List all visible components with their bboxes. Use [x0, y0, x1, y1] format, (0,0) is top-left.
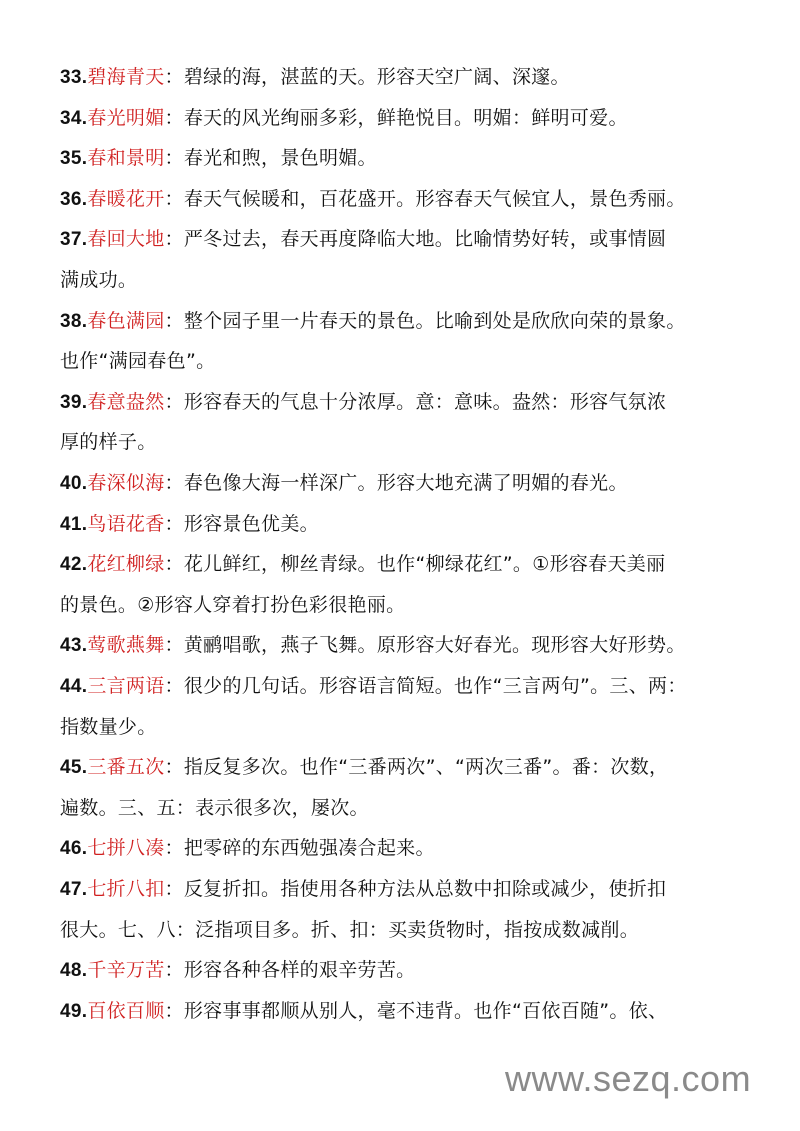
entry-number: 48. — [60, 960, 88, 982]
entry-line — [60, 103, 628, 133]
colon: ： — [164, 837, 184, 860]
entry-line — [60, 671, 687, 701]
definition-text: 春光和煦，景色明媚。 — [183, 147, 377, 170]
entry-line — [60, 549, 665, 579]
definition-text: 遍数。三、五：表示很多次，屡次。 — [60, 796, 369, 819]
colon: ： — [164, 756, 184, 779]
colon: ： — [164, 309, 184, 332]
entry-number: 47. — [60, 879, 88, 900]
entry-number: 44. — [60, 676, 88, 697]
entry-line — [60, 752, 668, 782]
colon: ： — [164, 512, 184, 535]
idiom-term: 三言两语 — [87, 675, 165, 697]
definition-text: 严冬过去，春天再度降临大地。比喻情势好转，或事情圆 — [183, 228, 667, 251]
idiom-term: 春光明媚 — [87, 106, 165, 129]
entry-line — [60, 224, 666, 254]
definition-text: 很大。七、八：泛指项目多。折、扣：买卖货物时，指按成数减削。 — [60, 918, 640, 941]
entry-number: 34. — [60, 107, 88, 129]
idiom-term: 鸟语花香 — [87, 512, 165, 535]
entry-continuation-line — [60, 590, 405, 620]
entry-number: 43. — [60, 635, 88, 657]
colon: ： — [164, 66, 184, 88]
colon: ： — [164, 228, 184, 251]
entry-line — [60, 306, 686, 336]
idiom-term: 碧海青天 — [87, 66, 165, 88]
definition-text: 黄鹂唱歌，燕子飞舞。原形容大好春光。现形容大好形势。 — [183, 634, 686, 657]
entry-number: 33. — [60, 67, 88, 88]
colon: ： — [164, 106, 184, 129]
entry-line — [60, 874, 666, 904]
entry-number: 45. — [60, 757, 88, 779]
idiom-term: 春暖花开 — [87, 187, 165, 210]
colon: ： — [164, 472, 184, 494]
entry-continuation-line — [60, 915, 639, 945]
definition-text: 指数量少。 — [60, 715, 157, 738]
colon: ： — [164, 675, 184, 697]
entry-line — [60, 387, 666, 417]
idiom-term: 春深似海 — [87, 472, 165, 494]
entry-continuation-line — [60, 793, 369, 823]
entry-continuation-line — [60, 712, 157, 742]
definition-text: 春色像大海一样深广。形容大地充满了明媚的春光。 — [183, 472, 628, 494]
entry-line — [60, 468, 628, 498]
entry-number: 36. — [60, 188, 88, 210]
entry-number: 37. — [60, 229, 88, 251]
definition-text: 指反复多次。也作“三番两次”、“两次三番”。番：次数， — [183, 756, 669, 779]
idiom-term: 春和景明 — [87, 147, 165, 170]
colon: ： — [164, 878, 184, 900]
definition-text: 的景色。②形容人穿着打扮色彩很艳丽。 — [60, 593, 406, 616]
definition-text: 形容事事都顺从别人，毫不违背。也作“百依百随”。依、 — [183, 999, 668, 1022]
colon: ： — [164, 390, 184, 413]
entry-line — [60, 630, 686, 660]
colon: ： — [164, 147, 184, 170]
idiom-term: 花红柳绿 — [87, 553, 165, 576]
entry-line — [60, 509, 319, 539]
entry-line — [60, 996, 667, 1026]
definition-text: 花儿鲜红，柳丝青绿。也作“柳绿花红”。①形容春天美丽 — [183, 553, 666, 576]
colon: ： — [164, 634, 184, 657]
definition-text: 把零碎的东西勉强凑合起来。 — [183, 837, 435, 860]
colon: ： — [164, 553, 184, 576]
entry-line — [60, 62, 570, 92]
entry-continuation-line — [60, 427, 157, 457]
colon: ： — [164, 959, 184, 982]
definition-text: 很少的几句话。形容语言简短。也作“三言两句”。三、两： — [183, 675, 687, 697]
idiom-term: 三番五次 — [87, 756, 165, 779]
entry-number: 41. — [60, 513, 88, 535]
idiom-term: 七折八扣 — [87, 878, 165, 900]
definition-text: 整个园子里一片春天的景色。比喻到处是欣欣向荣的景象。 — [183, 309, 686, 332]
entry-continuation-line — [60, 265, 137, 295]
definition-text: 形容景色优美。 — [183, 512, 319, 535]
idiom-term: 春色满园 — [87, 309, 165, 332]
definition-text: 厚的样子。 — [60, 431, 157, 454]
entry-number: 40. — [60, 473, 88, 494]
entry-number: 35. — [60, 148, 88, 170]
colon: ： — [164, 187, 184, 210]
definition-text: 也作“满园春色”。 — [60, 350, 216, 373]
idiom-term: 七拼八凑 — [87, 837, 165, 860]
entry-number: 46. — [60, 838, 88, 860]
entry-number: 42. — [60, 554, 88, 576]
definition-text: 形容各种各样的艰辛劳苦。 — [183, 959, 416, 982]
entry-line — [60, 955, 415, 985]
definition-text: 满成功。 — [60, 269, 138, 291]
entry-number: 38. — [60, 310, 88, 332]
definition-text: 反复折扣。指使用各种方法从总数中扣除或减少，使折扣 — [183, 878, 667, 900]
colon: ： — [164, 999, 184, 1022]
entry-number: 39. — [60, 391, 88, 413]
definition-text: 春天的风光绚丽多彩，鲜艳悦目。明媚：鲜明可爱。 — [183, 106, 628, 129]
definition-text: 碧绿的海，湛蓝的天。形容天空广阔、深邃。 — [183, 66, 570, 88]
idiom-term: 春意盎然 — [87, 390, 165, 413]
idiom-term: 百依百顺 — [87, 999, 165, 1022]
watermark: www.sezq.com — [505, 1058, 752, 1099]
entry-line — [60, 184, 686, 214]
entry-continuation-line — [60, 346, 215, 376]
entry-line — [60, 833, 435, 863]
idiom-term: 千辛万苦 — [87, 959, 165, 982]
entry-number: 49. — [60, 1000, 88, 1022]
definition-text: 春天气候暖和，百花盛开。形容春天气候宜人，景色秀丽。 — [183, 187, 686, 210]
entry-line — [60, 143, 377, 173]
idiom-term: 莺歌燕舞 — [87, 634, 165, 657]
idiom-term: 春回大地 — [87, 228, 165, 251]
definition-text: 形容春天的气息十分浓厚。意：意味。盎然：形容气氛浓 — [183, 390, 667, 413]
